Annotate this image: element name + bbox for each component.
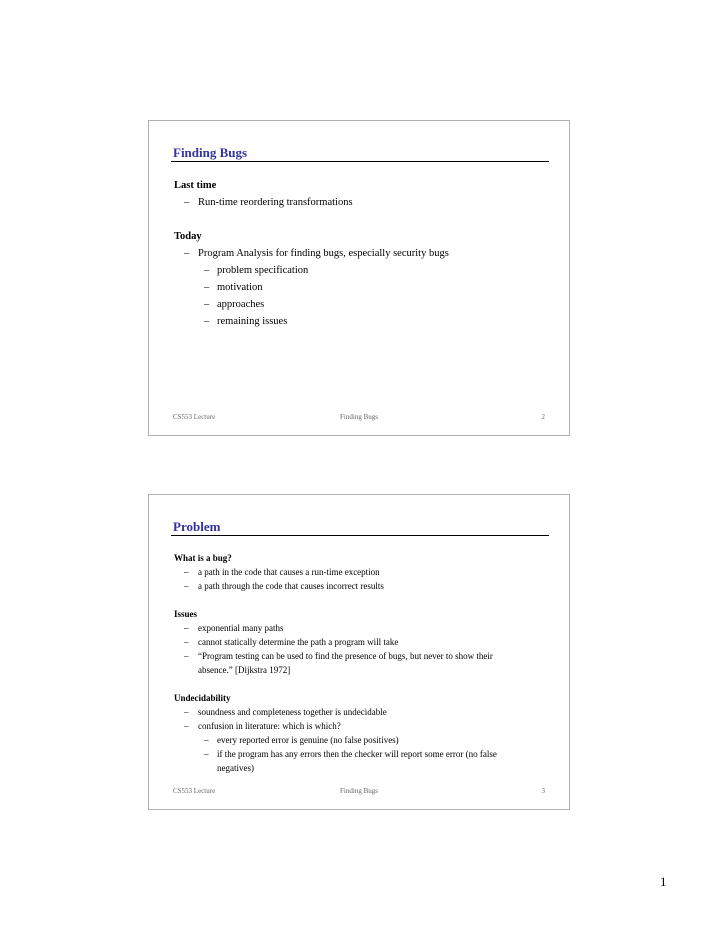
slide-body [174,177,551,330]
dash-bullet-icon: – [184,707,189,717]
footer-course: CS553 Lecture [173,413,216,421]
dash-bullet-icon: – [204,735,209,745]
sub-bullet-item: – problem specification [174,262,551,279]
footer-topic: Finding Bugs [340,413,378,421]
dash-bullet-icon: – [184,721,189,731]
footer-slide-number: 2 [541,413,545,421]
dash-bullet-icon: – [184,623,189,633]
bullet-item: – a path in the code that causes a run-time exception [184,567,380,577]
slide-body [174,551,551,775]
section-heading-issues: Issues [174,609,198,619]
bullet-continuation: absence.” [Dijkstra 1972] [198,665,291,675]
section-heading-what-is-a-bug: What is a bug? [174,553,232,563]
footer-slide-number: 3 [541,787,545,795]
bullet-item: – Run-time reordering transformations [174,194,551,211]
title-divider [171,161,549,162]
sub-bullet-item: – approaches [174,296,551,313]
dash-bullet-icon: – [184,248,190,259]
dash-bullet-icon: – [204,265,210,276]
slide-footer [173,413,545,423]
bullet-item: – confusion in literature: which is which? [184,721,341,731]
sub-bullet-item: – every reported error is genuine (no false positives) [204,735,399,745]
bullet-item: – soundness and completeness together is undecidable [184,707,387,717]
page-number: 1 [660,874,667,889]
section-heading-undecidability: Undecidability [174,693,231,703]
bullet-item: – “Program testing can be used to find the presence of bugs, but never to show their [184,651,493,661]
title-divider [171,535,549,536]
dash-bullet-icon: – [204,749,209,759]
dash-bullet-icon: – [184,567,189,577]
sub-bullet-item: – if the program has any errors then the checker will report some error (no false [204,749,497,759]
bullet-item: – cannot statically determine the path a program will take [184,637,399,647]
dash-bullet-icon: – [204,299,210,310]
sub-bullet-item: – remaining issues [174,313,551,330]
footer-topic: Finding Bugs [340,787,378,795]
dash-bullet-icon: – [204,282,210,293]
section-heading-today: Today [174,231,202,242]
bullet-item: – a path through the code that causes incorrect results [184,581,384,591]
bullet-item: – Program Analysis for finding bugs, especially security bugs [174,245,551,262]
dash-bullet-icon: – [184,651,189,661]
slide-problem [148,494,570,810]
slide-footer [173,787,545,797]
sub-bullet-continuation: negatives) [217,763,254,773]
dash-bullet-icon: – [184,197,190,208]
section-heading-last-time: Last time [174,180,217,191]
dash-bullet-icon: – [184,637,189,647]
dash-bullet-icon: – [184,581,189,591]
slide-finding-bugs [148,120,570,436]
footer-course: CS553 Lecture [173,787,216,795]
slide-title: Problem [173,519,221,534]
bullet-item: – exponential many paths [184,623,284,633]
slide-title: Finding Bugs [173,145,248,160]
dash-bullet-icon: – [204,316,210,327]
sub-bullet-item: – motivation [174,279,551,296]
